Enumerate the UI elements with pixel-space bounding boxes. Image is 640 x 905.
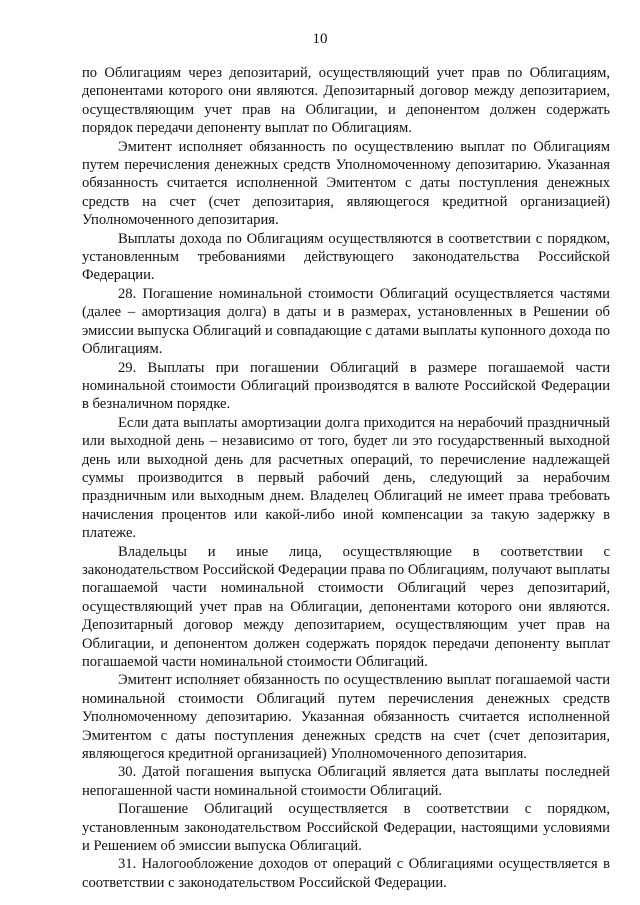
paragraph: Эмитент исполняет обязанность по осуществлению выплат по Облигациям путем перечисления денежных средств Уполномоченному депозитарию. Указанная обязанность считается исполненной Эмитентом с даты поступления денежных средств на счет (счет депозитария, являющегося кредитной организацией) Уполномоченного депозитария. bbox=[82, 138, 610, 229]
paragraph-clause-29: 29. Выплаты при погашении Облигаций в размере погашаемой части номинальной стоимости Облигаций производятся в валюте Российской Федерации в безналичном порядке. bbox=[82, 359, 610, 413]
paragraph-clause-28: 28. Погашение номинальной стоимости Облигаций осуществляется частями (далее – амортизация долга) в даты и в размерах, установленных в Решении об эмиссии выпуска Облигаций и совпадающие с датами выплаты купонного дохода по Облигациям. bbox=[82, 285, 610, 358]
page-number: 10 bbox=[312, 31, 328, 47]
paragraph-continuation: по Облигациям через депозитарий, осуществляющий учет прав по Облигациям, депонентами которого они являются. Депозитарный договор между депозитарием, осуществляющим учет прав на Облигации, и депонентом должен содержать порядок передачи депоненту выплат по Облигациям. bbox=[82, 65, 610, 137]
body-text bbox=[82, 64, 610, 892]
paragraph-clause-30: 30. Датой погашения выпуска Облигаций является дата выплаты последней непогашенной части номинальной стоимости Облигаций. bbox=[82, 764, 610, 799]
paragraph: Погашение Облигаций осуществляется в соответствии с порядком, установленным законодательством Российской Федерации, настоящими условиями и Решением об эмиссии выпуска Облигаций. bbox=[82, 801, 610, 855]
paragraph-clause-31: 31. Налогообложение доходов от операций с Облигациями осуществляется в соответствии с законодательством Российской Федерации. bbox=[82, 856, 610, 891]
paragraph: Выплаты дохода по Облигациям осуществляются в соответствии с порядком, установленным требованиями действующего законодательства Российской Федерации. bbox=[82, 230, 610, 284]
paragraph: Если дата выплаты амортизации долга приходится на нерабочий праздничный или выходной день – независимо от того, будет ли это государственный выходной день или выходной день для расчетных операций, то перечисление надлежащей суммы производится в первый рабочий день, следующий за нерабочим праздничным или выходным днем. Владелец Облигаций не имеет права требовать начисления процентов или какой-либо иной компенсации за такую задержку в платеже. bbox=[82, 414, 610, 542]
paragraph: Эмитент исполняет обязанность по осуществлению выплат погашаемой части номинальной стоимости Облигаций путем перечисления денежных средств Уполномоченному депозитарию. Указанная обязанность считается исполненной Эмитентом с даты поступления денежных средств на счет (счет депозитария, являющегося кредитной организацией) Уполномоченного депозитария. bbox=[82, 672, 610, 763]
paragraph: Владельцы и иные лица, осуществляющие в соответствии с законодательством Российской Федерации права по Облигациям, получают выплаты погашаемой части номинальной стоимости Облигаций через депозитарий, осуществляющий учет прав на Облигации, депонентами которого они являются. Депозитарный договор между депозитарием, осуществляющим учет прав на Облигации, и депонентом должен содержать порядок передачи депоненту выплат погашаемой части номинальной стоимости Облигаций. bbox=[82, 543, 610, 670]
